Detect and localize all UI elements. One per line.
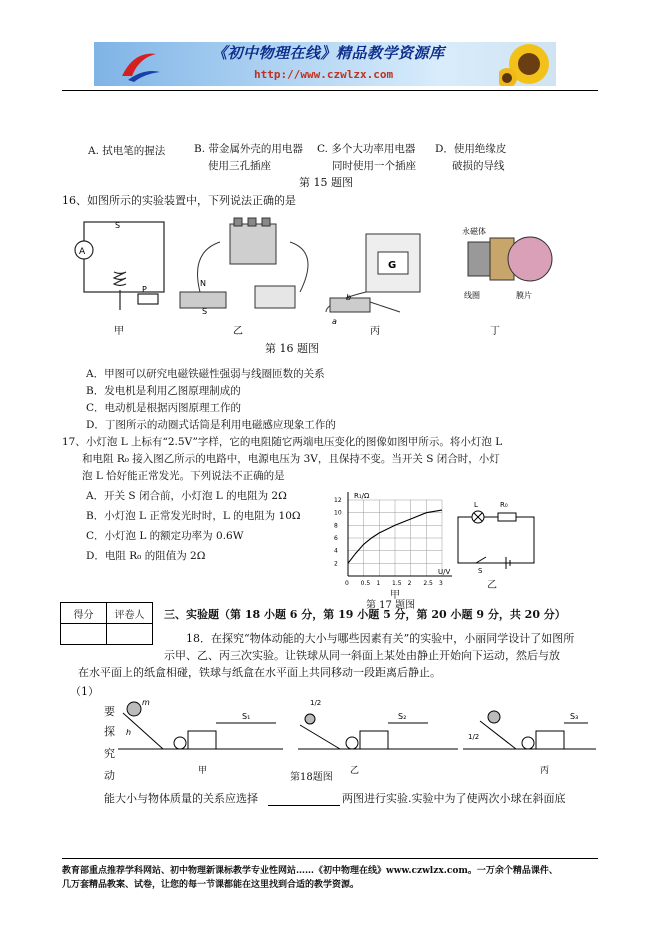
- q15-option-a: A. 拭电笔的握法: [88, 145, 166, 157]
- fig18-label-jia: 甲: [198, 766, 208, 776]
- n-label: N: [200, 279, 206, 288]
- x-tick-label: 2: [407, 580, 412, 587]
- q17-line-3: 泡 L 恰好能正常发光。下列说法不正确的是: [82, 470, 285, 482]
- q17-option-c: C．小灯泡 L 的额定功率为 0.6W: [86, 530, 244, 542]
- q18-vert-2: 探: [104, 725, 115, 738]
- q16-option-b: B．发电机是利用乙图原理制成的: [86, 385, 241, 397]
- fig18-half-label-1: 1/2: [310, 699, 322, 707]
- fig18-h-label: h: [126, 728, 132, 737]
- score-cell[interactable]: [61, 624, 107, 645]
- chart-xlabel: U/V: [438, 568, 451, 576]
- q15-option-d-line2: 破损的导线: [452, 160, 505, 172]
- q18-part-1: （1）: [70, 685, 99, 698]
- y-tick-label: 10: [334, 509, 342, 517]
- q15-option-b: B. 带金属外壳的用电器: [194, 143, 303, 155]
- q17-circuit-label: 乙: [487, 580, 497, 591]
- y-tick-label: 4: [334, 547, 338, 555]
- q17-resistance-voltage-graph: [330, 488, 460, 588]
- q16-option-c: C．电动机是根据丙图原理工作的: [86, 402, 242, 414]
- sunflower-icon: [499, 42, 556, 86]
- q16-figure: [70, 212, 600, 342]
- y-tick-label: 6: [334, 535, 338, 542]
- magnet-label: 永磁体: [462, 227, 486, 236]
- q17-option-b: B．小灯泡 L 正常发光时时，L 的电阻为 10Ω: [86, 510, 301, 522]
- q17-option-a: A．开关 S 闭合前，小灯泡 L 的电阻为 2Ω: [86, 490, 287, 502]
- header-banner: [94, 42, 556, 86]
- q16-caption: 第 16 题图: [265, 342, 319, 355]
- q18-last-line-a: 能大小与物体质量的关系应选择: [104, 792, 258, 805]
- logo-icon: [114, 46, 164, 84]
- switch-label: S: [115, 221, 121, 230]
- q16-option-a: A．甲图可以研究电磁铁磁性强弱与线圈匝数的关系: [86, 368, 325, 380]
- q17-circuit: [448, 495, 548, 575]
- fig18-half-label-2: 1/2: [468, 733, 480, 741]
- x-tick-label: 1.5: [392, 580, 402, 587]
- footer-rule: [62, 858, 598, 859]
- ammeter-label: A: [79, 247, 86, 257]
- fig18-label-yi: 乙: [350, 766, 360, 776]
- q18-vert-1: 要: [104, 705, 115, 718]
- q15-option-c-line2: 同时使用一个插座: [332, 160, 416, 172]
- q15-option-c: C. 多个大功率用电器: [317, 143, 416, 155]
- g-label: G: [388, 260, 397, 271]
- score-label: 得分: [61, 603, 107, 624]
- q15-caption: 第 15 题图: [299, 176, 353, 189]
- fig18-label-bing: 丙: [540, 766, 550, 776]
- site-title: 《初中物理在线》精品教学资源库: [212, 44, 445, 62]
- label-yi: 乙: [233, 326, 243, 337]
- label-ding: 丁: [490, 326, 500, 337]
- q17-caption: 第 17 题图: [366, 600, 416, 611]
- q16-stem: 16、如图所示的实验装置中，下列说法正确的是: [62, 194, 296, 207]
- fig18-m-label-1: m: [142, 698, 150, 707]
- y-tick-label: 12: [334, 497, 342, 504]
- label-bing: 丙: [370, 326, 380, 337]
- x-tick-label: 1: [376, 580, 381, 587]
- section3-title: 三、实验题（第 18 小题 6 分，第 19 小题 5 分，第 20 小题 9 分，共 20 分）: [164, 608, 566, 621]
- q15-option-d: D．使用绝缘皮: [435, 143, 507, 155]
- q15-option-b-line2: 使用三孔插座: [208, 160, 271, 172]
- fig18-s2-label: S₂: [398, 712, 407, 721]
- fig18-s3-label: S₃: [570, 712, 579, 721]
- a-end-label: a: [332, 317, 337, 326]
- score-table: [60, 602, 153, 645]
- x-tick-label: 0.5: [360, 580, 371, 587]
- y-tick-label: 8: [334, 522, 338, 530]
- s-pole-label: S: [202, 307, 208, 316]
- q18-line-3: 在水平面上的纸盒相碰，铁球与纸盒在水平面上共同移动一段距离后静止。: [78, 666, 441, 679]
- p-label: P: [142, 285, 147, 294]
- q18-caption: 第18题图: [290, 772, 333, 783]
- r0-label: R₀: [500, 501, 508, 509]
- grader-label: 评卷人: [107, 603, 153, 624]
- q18-line-2: 示甲、乙、丙三次实验。让铁球从同一斜面上某处由静止开始向下运动，然后与放: [164, 649, 560, 662]
- membrane-label: 膜片: [516, 291, 532, 300]
- q18-figure: [118, 695, 598, 785]
- q17-option-d: D．电阻 R₀ 的阻值为 2Ω: [86, 550, 206, 562]
- coil-label: 线圈: [464, 291, 480, 300]
- x-tick-label: 3: [439, 580, 443, 587]
- q17-line-1: 17、小灯泡 L 上标有“2.5V”字样，它的电阻随它两端电压变化的图像如图甲所示。将小灯泡 L: [62, 436, 503, 448]
- q16-option-d: D．丁图所示的动圈式话筒是利用电磁感应现象工作的: [86, 419, 336, 431]
- y-tick-label: 2: [334, 560, 338, 568]
- site-url[interactable]: http://www.czwlzx.com: [254, 68, 394, 81]
- q18-answer-blank[interactable]: [268, 805, 340, 806]
- q17-graph-label: 甲: [390, 590, 400, 601]
- chart-ylabel: R₁/Ω: [354, 492, 370, 500]
- x-tick-label: 0: [345, 580, 349, 587]
- q18-vert-3: 究: [104, 747, 115, 760]
- footer-line-2: 几万套精品教案、试卷，让您的每一节课都能在这里找到合适的教学资源。: [62, 880, 360, 890]
- grader-cell[interactable]: [107, 624, 153, 645]
- switch-s-label: S: [478, 567, 483, 575]
- header-rule: [62, 90, 598, 91]
- lamp-label: L: [474, 501, 478, 509]
- x-tick-label: 2.5: [423, 580, 433, 587]
- b-end-label: b: [346, 293, 352, 302]
- label-jia: 甲: [114, 326, 124, 337]
- q18-last-line-b: 两图进行实验.实验中为了使两次小球在斜面底: [342, 792, 566, 805]
- q18-line-1: 18．在探究“物体动能的大小与哪些因素有关”的实验中，小丽同学设计了如图所: [186, 632, 575, 645]
- q18-vert-4: 动: [104, 769, 115, 782]
- footer-line-1: 教育部重点推荐学科网站、初中物理新课标教学专业性网站……《初中物理在线》www.czwlzx.com。一万余个精品课件、: [62, 866, 558, 876]
- q17-line-2: 和电阻 R₀ 接入图乙所示的电路中，电源电压为 3V，且保持不变。当开关 S 闭合时，小灯: [82, 453, 500, 465]
- fig18-s1-label: S₁: [242, 712, 251, 721]
